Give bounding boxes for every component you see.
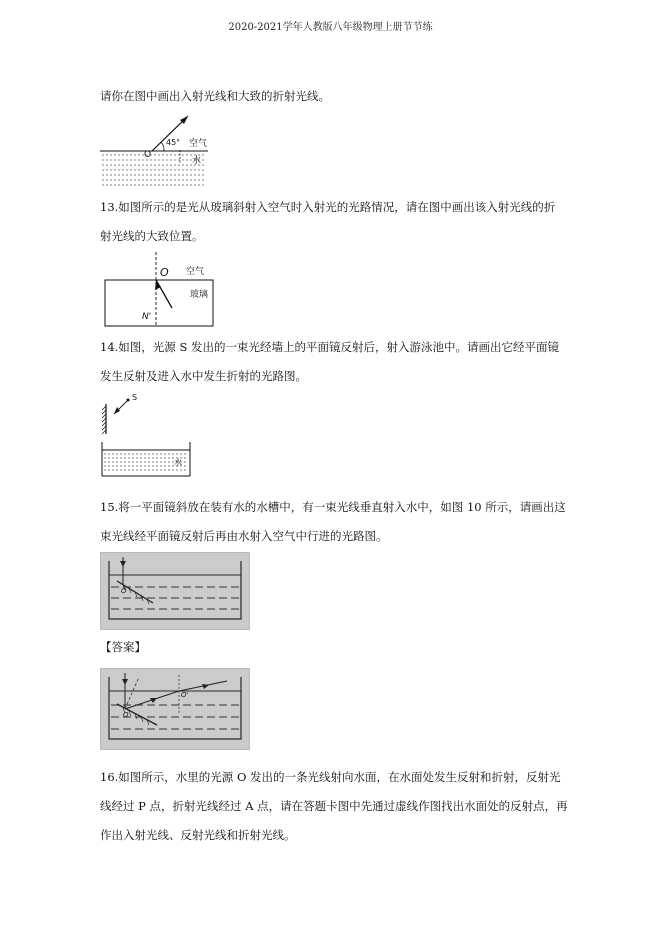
answer-figure [100, 668, 250, 750]
q16-line3: 作出入射光线、反射光线和折射光线。 [100, 828, 296, 842]
q14-line1: 14.如图，光源 S 发出的一束光经墙上的平面镜反射后，射入游泳池中。请画出它经平面镜 [100, 340, 559, 354]
q12-water-label: 水 [192, 156, 202, 166]
q16-line1: 16.如图所示，水里的光源 O 发出的一条光线射向水面，在水面处发生反射和折射，反射光 [100, 770, 561, 784]
q13-figure [104, 252, 216, 328]
q12-figure [100, 110, 210, 190]
q13-glass-label: 玻璃 [190, 290, 209, 300]
q12-point-o: O [144, 150, 152, 160]
q15-line2: 束光线经平面镜反射后再由水射入空气中行进的光路图。 [100, 529, 388, 543]
q13-point-o: O [160, 266, 169, 279]
q15-figure [100, 552, 250, 630]
q12-text: 请你在图中画出入射光线和大致的折射光线。 [100, 89, 330, 103]
q13-point-n: N' [142, 312, 152, 322]
q14-figure [98, 390, 194, 478]
q15-point-o: O [121, 587, 127, 595]
answer-label: 【答案】 [100, 640, 146, 654]
q15-line1: 15.将一平面镜斜放在装有水的水槽中，有一束光线垂直射入水中，如图 10 所示，请画出这 [100, 500, 566, 514]
answer-point-o: O [123, 711, 129, 719]
q13-air-label: 空气 [186, 267, 205, 277]
page-header: 2020-2021学年人教版八年级物理上册节节练 [228, 22, 433, 33]
answer-point-o2: O' [181, 691, 189, 699]
q14-water-label: 水 [174, 458, 182, 467]
q13-line2: 射光线的大致位置。 [100, 229, 204, 243]
q14-line2: 发生反射及进入水中发生折射的光路图。 [100, 369, 307, 383]
q13-line1: 13.如图所示的是光从玻璃斜射入空气时入射光的光路情况，请在图中画出该入射光线的折 [100, 200, 556, 214]
q12-air-label: 空气 [189, 139, 208, 149]
q16-line2: 线经过 P 点，折射光线经过 A 点，请在答题卡图中先通过虚线作图找出水面处的反射点，再 [100, 799, 568, 813]
q12-angle-label: 45° [166, 138, 181, 147]
q14-source-s: S [132, 393, 138, 402]
